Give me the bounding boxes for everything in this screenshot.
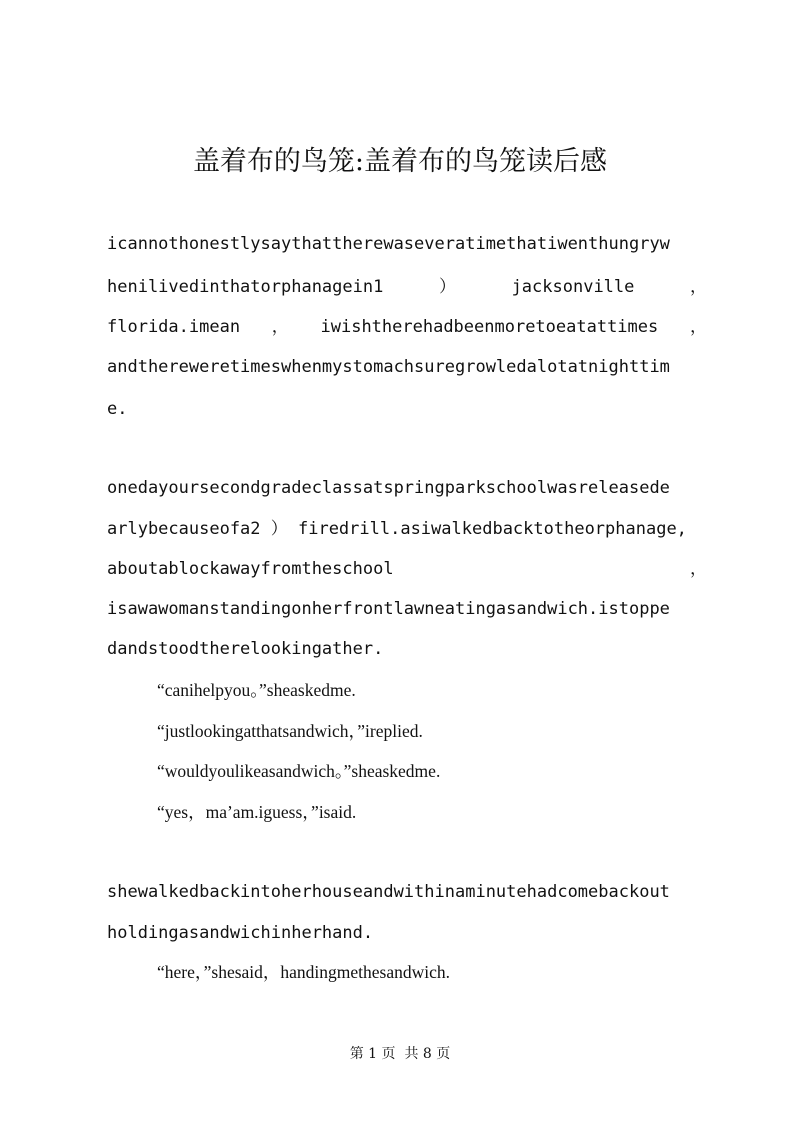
text-line: icannothonestlysaythattherewaseveratimethatiwenthungryw	[107, 234, 670, 254]
text-line: arlybecauseofa2 ） firedrill.asiwalkedbacktotheorphanage,	[107, 519, 687, 539]
text-segment: ）	[438, 277, 456, 297]
text-segment: aboutablockawayfromtheschool	[107, 559, 394, 579]
text-segment: ，	[689, 317, 707, 337]
text-line	[107, 272, 707, 302]
dialogue-line: “wouldyoulikeasandwich。”sheaskedme.	[157, 761, 441, 781]
dialogue-line: “here，”shesaid，handingmethesandwich.	[157, 962, 451, 982]
text-segment: iwishtherehadbeenmoretoeatattimes	[320, 317, 659, 337]
text-segment: ，	[690, 559, 707, 579]
text-line: shewalkedbackintoherhouseandwithinaminutehadcomebackout	[107, 882, 670, 902]
text-line: dandstoodtherelookingather.	[107, 639, 384, 659]
text-segment: henilivedinthatorphanagein1	[107, 277, 384, 297]
text-line: e.	[107, 399, 128, 419]
page-number-label: 第 1 页 共 8 页	[349, 1046, 451, 1062]
text-segment: ，	[271, 317, 289, 337]
text-segment: jacksonville	[511, 277, 635, 297]
page-title: 盖着布的鸟笼:盖着布的鸟笼读后感	[192, 146, 608, 177]
dialogue-line: “yes，ma’am.iguess，”isaid.	[157, 802, 357, 822]
page-footer	[0, 1043, 800, 1065]
text-line: onedayoursecondgradeclassatspringparkschoolwasreleasede	[107, 478, 670, 498]
text-segment: ，	[690, 277, 707, 297]
text-line: isawawomanstandingonherfrontlawneatingasandwich.istoppe	[107, 599, 670, 619]
text-line: holdingasandwichinherhand.	[107, 923, 374, 943]
text-line	[107, 312, 707, 342]
text-line	[107, 554, 707, 584]
text-line: andthereweretimeswhenmystomachsuregrowledalotatnighttim	[107, 357, 670, 377]
dialogue-line: “canihelpyou。”sheaskedme.	[157, 680, 356, 700]
dialogue-line: “justlookingatthatsandwich，”ireplied.	[157, 721, 423, 741]
text-segment: florida.imean	[107, 317, 241, 337]
